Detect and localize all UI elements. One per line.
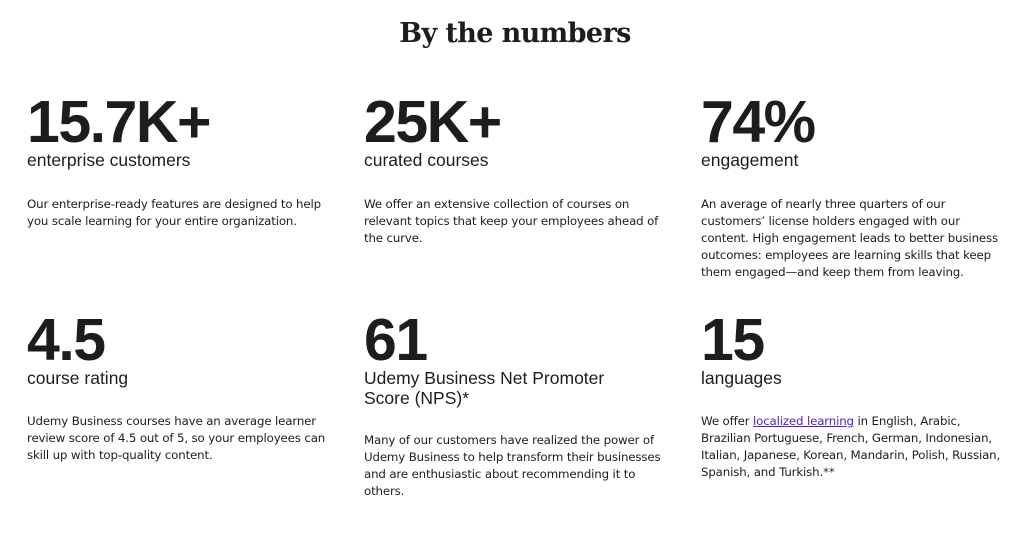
stat-description: Our enterprise-ready features are designed to help you scale learning for your entire organization. — [27, 197, 321, 228]
stat-label: Udemy Business Net Promoter Score (NPS)* — [364, 368, 605, 408]
stat-label: course rating — [27, 368, 129, 388]
stat-description: Udemy Business courses have an average learner review score of 4.5 out of 5, so your employees can skill up with top-quality content. — [27, 414, 326, 462]
stat-curated-courses — [364, 89, 674, 245]
stat-label: engagement — [701, 150, 799, 170]
stat-number: 74% — [701, 89, 815, 155]
description-text: in English, Arabic, Brazilian Portuguese, French, German, Indonesian, Italian, Japanese, Korean, Mandarin, Polish, Russian, Spanish, and Turkish.** — [701, 414, 1001, 479]
localized-learning-link[interactable]: localized learning — [753, 414, 854, 428]
stat-label: curated courses — [364, 150, 489, 170]
stat-engagement — [701, 89, 1011, 279]
stat-number: 25K+ — [364, 89, 501, 155]
stat-description: We offer an extensive collection of courses on relevant topics that keep your employees ahead of the curve. — [364, 197, 659, 245]
description-text: We offer — [701, 414, 754, 428]
stat-languages — [701, 307, 1011, 479]
stat-number: 61 — [364, 307, 427, 373]
stat-label: languages — [701, 368, 782, 388]
stat-nps — [364, 307, 674, 498]
stat-course-rating — [27, 307, 337, 462]
stat-description — [701, 413, 1011, 481]
stat-number: 15 — [701, 307, 764, 373]
stat-description: An average of nearly three quarters of our customers’ license holders engaged with our content. High engagement leads to better business outcomes: employees are learning skills that keep them engaged—and keep them from leaving. — [701, 197, 998, 279]
stat-label: enterprise customers — [27, 150, 191, 170]
stat-description: Many of our customers have realized the power of Udemy Business to help transform their businesses and are enthusiastic about recommending it to others. — [364, 433, 661, 498]
stat-number: 4.5 — [27, 307, 105, 373]
stat-number: 15.7K+ — [27, 89, 210, 155]
section-title: By the numbers — [399, 18, 631, 49]
stat-enterprise-customers — [27, 89, 337, 228]
